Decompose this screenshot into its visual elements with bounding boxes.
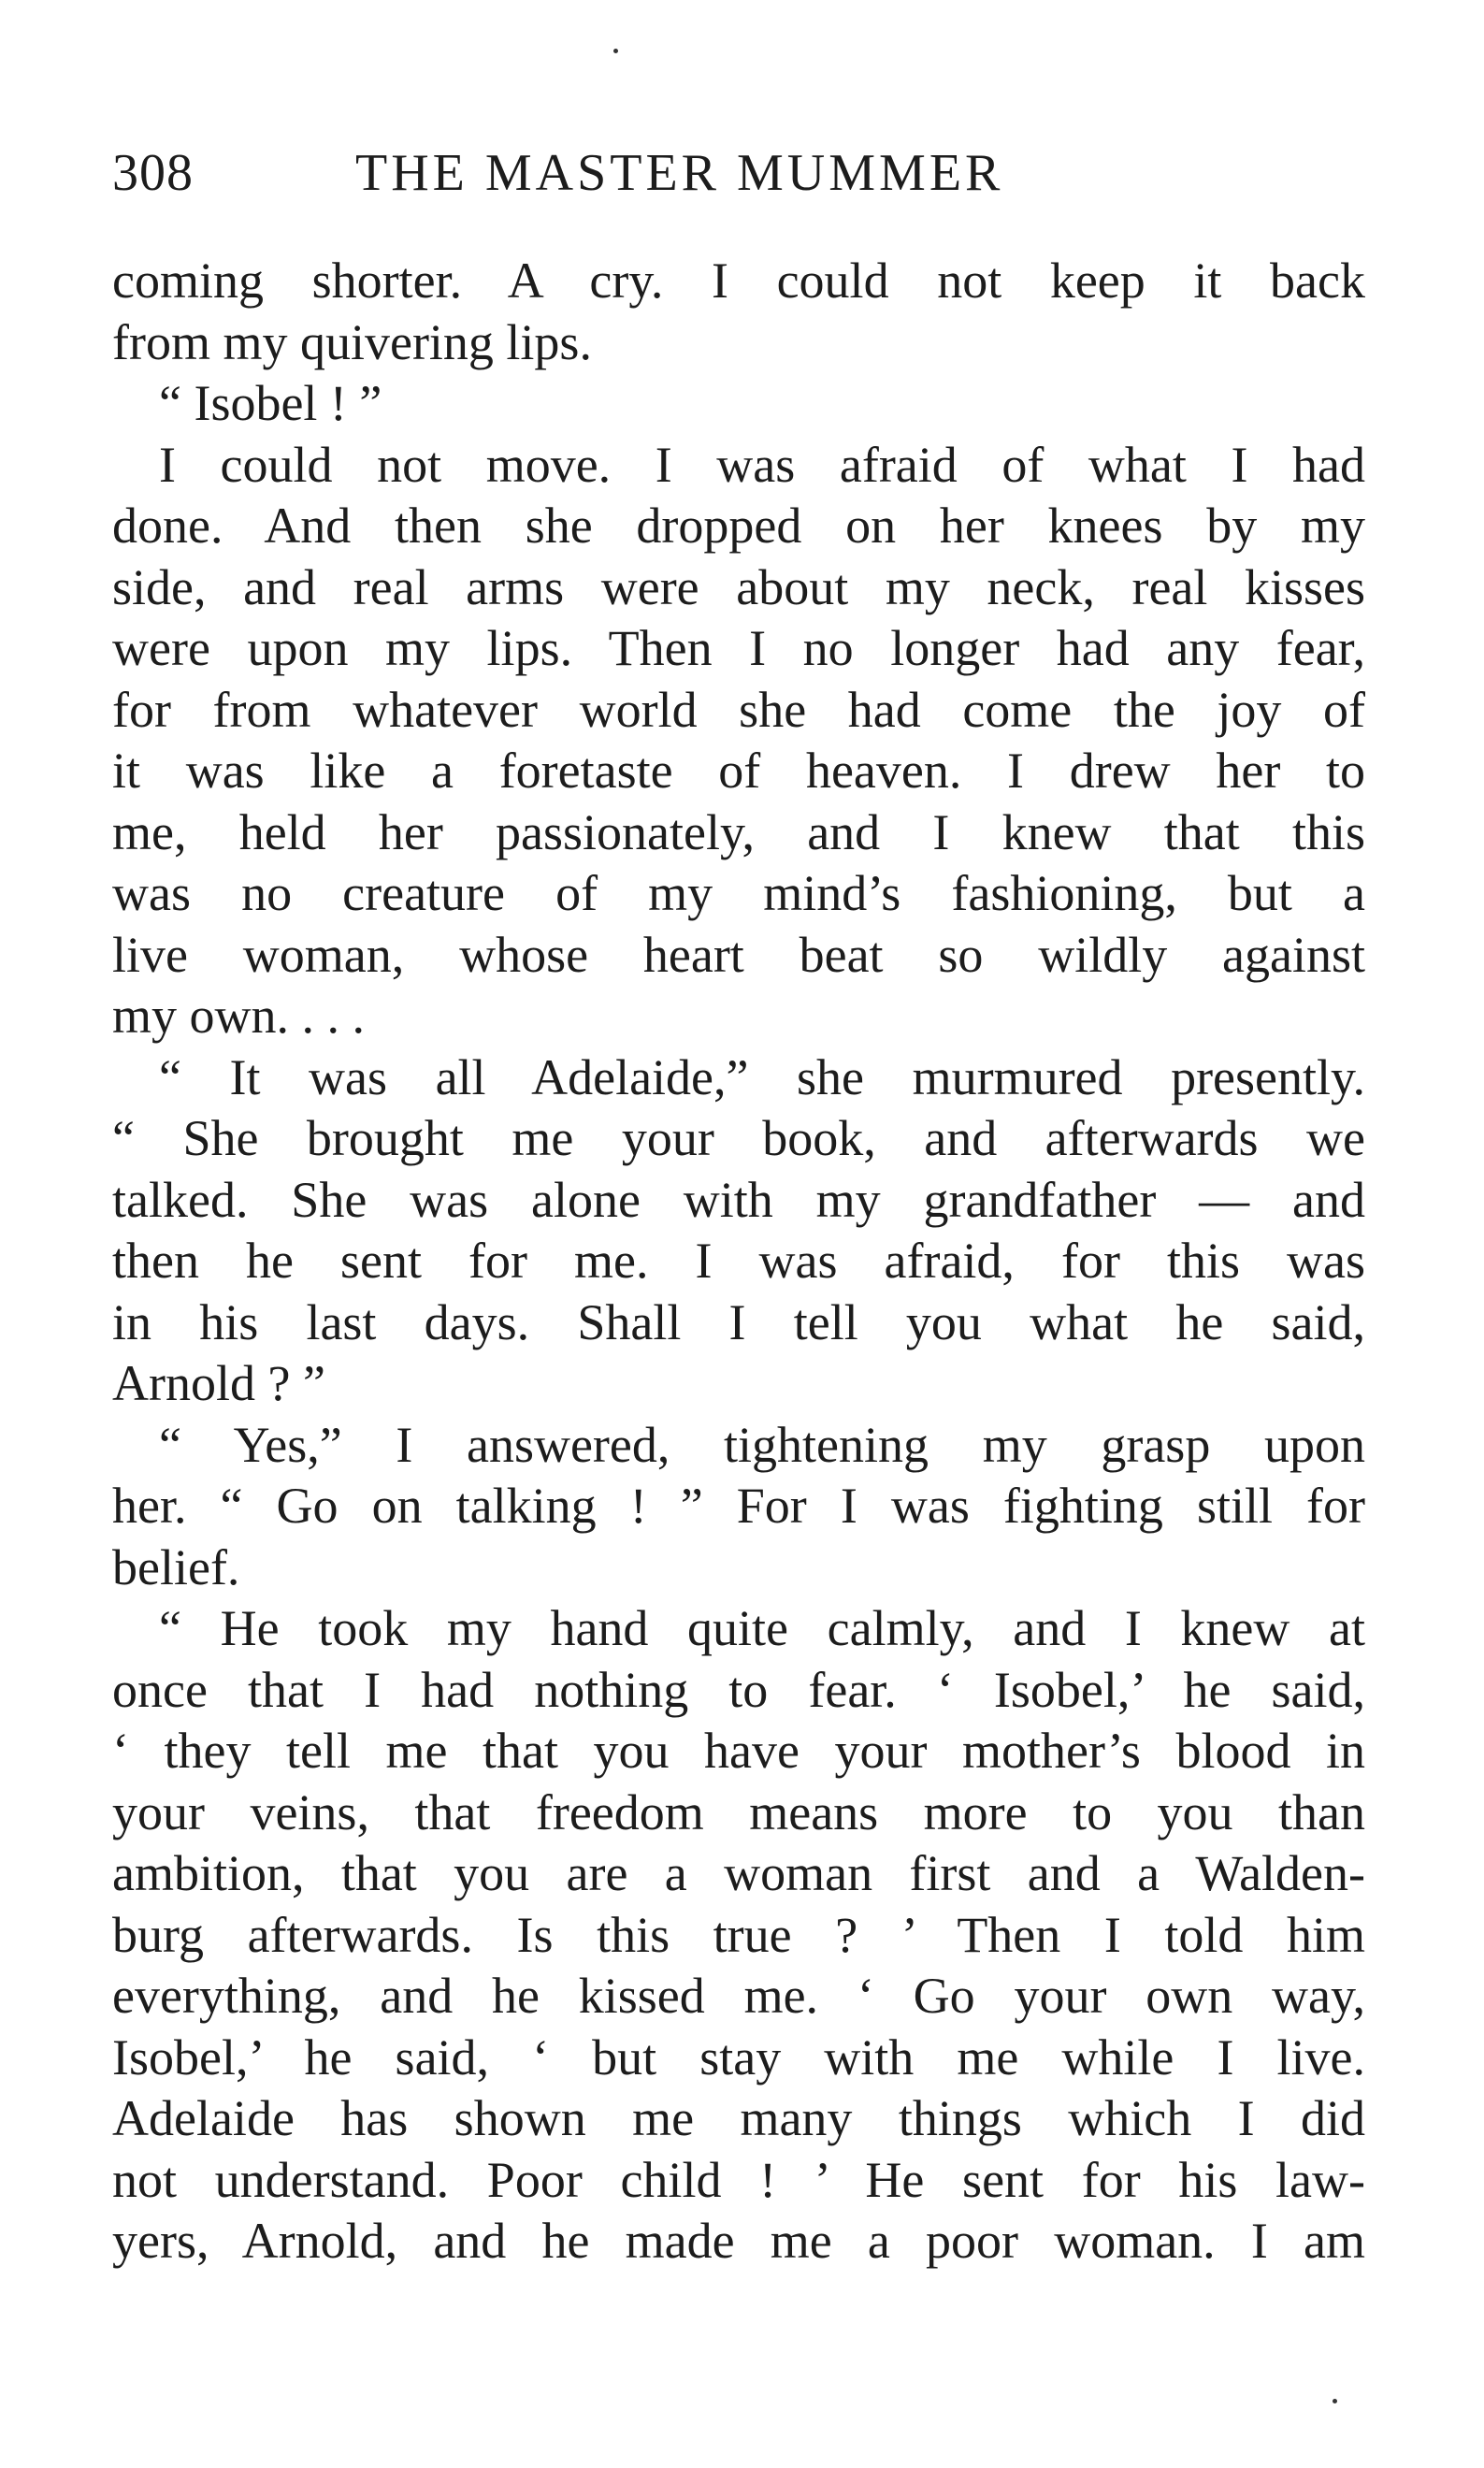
text-line: side, and real arms were about my neck, real kisses xyxy=(112,558,1365,615)
page-header xyxy=(112,131,1365,215)
text-line: coming shorter. A cry. I could not keep it back xyxy=(112,253,1365,309)
print-speck xyxy=(1333,2399,1337,2403)
print-speck xyxy=(613,49,618,53)
body-text xyxy=(112,251,1365,2273)
text-line: her. “ Go on talking ! ” For I was fighting still for xyxy=(112,1478,1365,1534)
text-line: your veins, that freedom means more to you than xyxy=(112,1783,1365,1840)
running-head: THE MASTER MUMMER xyxy=(355,144,1004,202)
text-line: then he sent for me. I was afraid, for this was xyxy=(112,1233,1365,1289)
text-line: “ He took my hand quite calmly, and I knew at xyxy=(159,1600,1365,1656)
text-line: was no creature of my mind’s fashioning, but a xyxy=(112,865,1365,921)
text-line: Arnold ? ” xyxy=(112,1355,325,1411)
text-line: talked. She was alone with my grandfather — and xyxy=(112,1171,1365,1228)
text-line: Adelaide has shown me many things which I did xyxy=(112,2090,1365,2146)
text-line: “ It was all Adelaide,” she murmured presently. xyxy=(159,1048,1365,1105)
text-line: “ Isobel ! ” xyxy=(159,375,382,431)
text-line: burg afterwards. Is this true ? ’ Then I told him xyxy=(112,1906,1365,1963)
text-line: belief. xyxy=(112,1538,240,1595)
text-line: I could not move. I was afraid of what I had xyxy=(159,436,1365,493)
text-line: me, held her passionately, and I knew that this xyxy=(112,803,1365,860)
text-line: everything, and he kissed me. ‘ Go your own way, xyxy=(112,1968,1365,2024)
text-line: live woman, whose heart beat so wildly against xyxy=(112,926,1365,983)
text-line: ‘ they tell me that you have your mother’s blood in xyxy=(112,1723,1365,1779)
text-line: for from whatever world she had come the joy of xyxy=(112,681,1365,738)
text-line: from my quivering lips. xyxy=(112,313,592,370)
text-line: “ Yes,” I answered, tightening my grasp upon xyxy=(159,1416,1365,1473)
page-number: 308 xyxy=(112,144,194,202)
text-line: it was like a foretaste of heaven. I drew her to xyxy=(112,743,1365,799)
text-line: in his last days. Shall I tell you what he said, xyxy=(112,1293,1365,1350)
text-line: Isobel,’ he said, ‘ but stay with me while I live. xyxy=(112,2028,1365,2086)
text-line: my own. . . . xyxy=(112,988,365,1044)
text-line: “ She brought me your book, and afterwards we xyxy=(112,1110,1365,1166)
text-line: were upon my lips. Then I no longer had any fear, xyxy=(112,620,1365,676)
text-line: ambition, that you are a woman first and a Walden- xyxy=(112,1845,1365,1901)
text-line: once that I had nothing to fear. ‘ Isobel,’ he said, xyxy=(112,1661,1365,1718)
text-line: yers, Arnold, and he made me a poor woman. I am xyxy=(112,2213,1365,2269)
text-line: done. And then she dropped on her knees by my xyxy=(112,498,1365,554)
text-line: not understand. Poor child ! ’ He sent for his law- xyxy=(112,2151,1365,2208)
